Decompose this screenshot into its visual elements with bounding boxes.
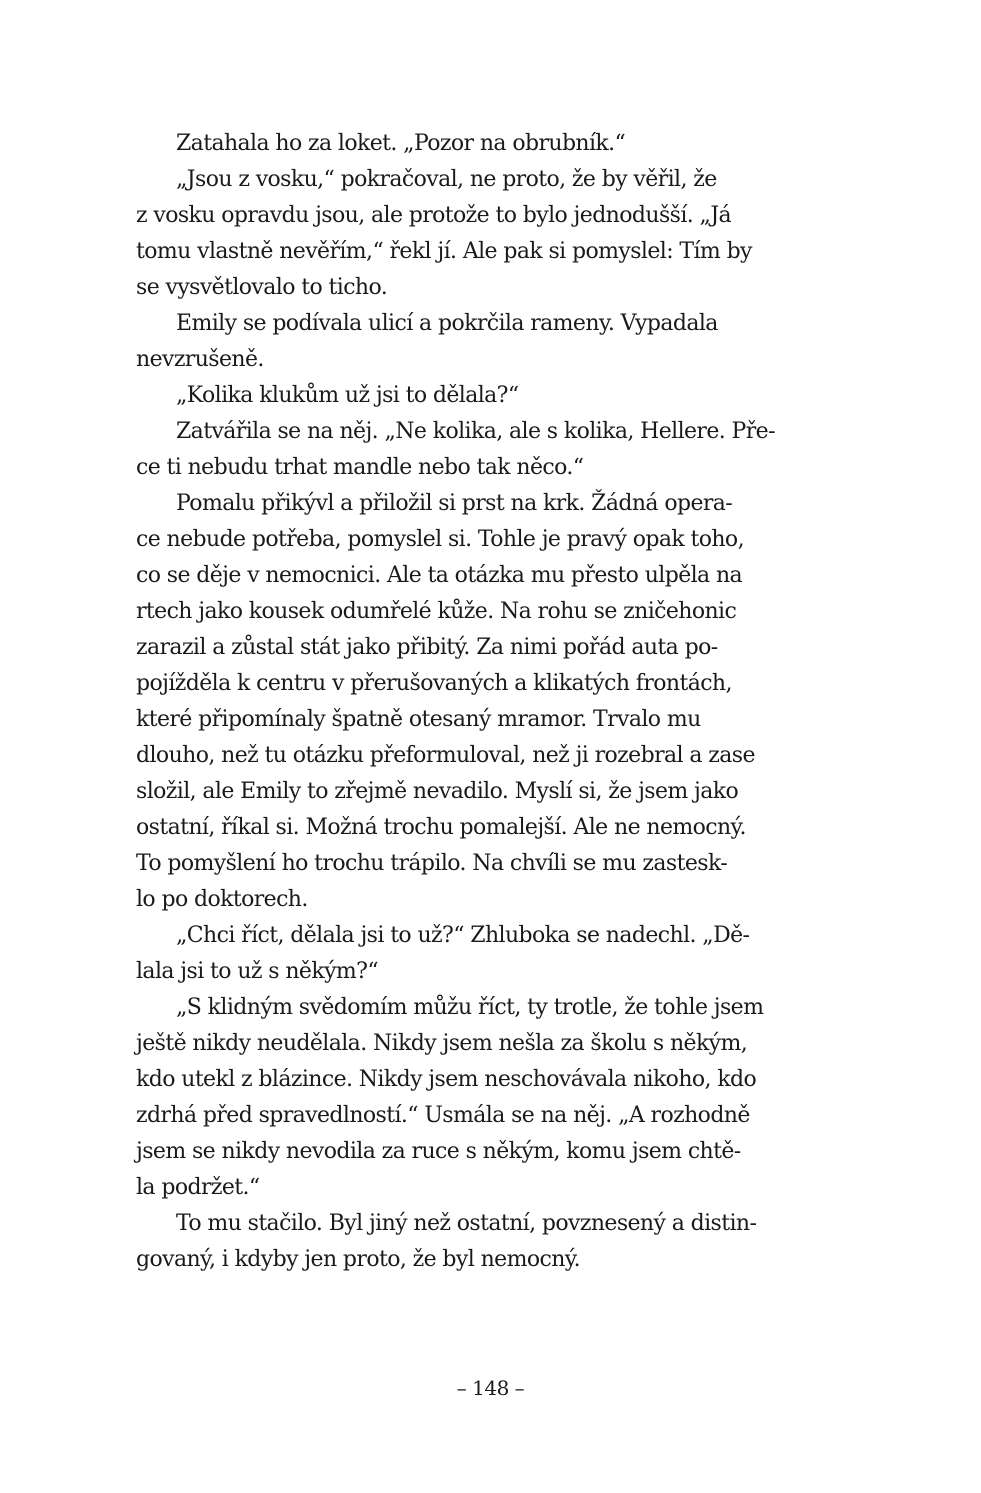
text-line: zarazil a zůstal stát jako přibitý. Za nimi pořád auta po- <box>136 635 718 660</box>
page-number: – 148 – <box>456 1376 525 1400</box>
text-line: To pomyšlení ho trochu trápilo. Na chvíli se mu zastesk- <box>136 851 728 876</box>
text-line: Zatahala ho za loket. „Pozor na obrubník.“ <box>176 131 626 156</box>
text-line: dlouho, než tu otázku přeformuloval, než ji rozebral a zase <box>136 743 755 768</box>
text-line: Pomalu přikývl a přiložil si prst na krk. Žádná opera- <box>176 491 733 516</box>
text-line: lo po doktorech. <box>136 887 308 912</box>
text-line: kdo utekl z blázince. Nikdy jsem neschovávala nikoho, kdo <box>136 1067 757 1092</box>
text-line: pojížděla k centru v přerušovaných a klikatých frontách, <box>136 671 732 696</box>
paragraph <box>136 126 814 162</box>
text-line: ještě nikdy neudělala. Nikdy jsem nešla za školu s někým, <box>136 1031 748 1056</box>
text-line: lala jsi to už s někým?“ <box>136 959 379 984</box>
text-line: govaný, i kdyby jen proto, že byl nemocný. <box>136 1247 581 1272</box>
text-line: které připomínaly špatně otesaný mramor. Trvalo mu <box>136 707 701 732</box>
text-line: „Jsou z vosku,“ pokračoval, ne proto, že by věřil, že <box>176 167 717 192</box>
paragraph <box>136 486 814 918</box>
text-line: „S klidným svědomím můžu říct, ty trotle, že tohle jsem <box>176 995 764 1020</box>
text-line: složil, ale Emily to zřejmě nevadilo. Myslí si, že jsem jako <box>136 779 739 804</box>
text-line: se vysvětlovalo to ticho. <box>136 275 388 300</box>
paragraph <box>136 1206 814 1278</box>
paragraph <box>136 162 814 306</box>
page-body <box>136 126 814 1278</box>
text-line: Emily se podívala ulicí a pokrčila rameny. Vypadala <box>176 311 718 336</box>
text-line: zdrhá před spravedlností.“ Usmála se na něj. „A rozhodně <box>136 1103 750 1128</box>
text-line: ce ti nebudu trhat mandle nebo tak něco.“ <box>136 455 584 480</box>
text-line: rtech jako kousek odumřelé kůže. Na rohu se zničehonic <box>136 599 737 624</box>
text-line: jsem se nikdy nevodila za ruce s někým, komu jsem chtě- <box>136 1139 741 1164</box>
text-line: tomu vlastně nevěřím,“ řekl jí. Ale pak si pomyslel: Tím by <box>136 239 752 264</box>
paragraph <box>136 918 814 990</box>
paragraph <box>136 414 814 486</box>
text-line: co se děje v nemocnici. Ale ta otázka mu přesto ulpěla na <box>136 563 743 588</box>
paragraph <box>136 990 814 1206</box>
text-line: Zatvářila se na něj. „Ne kolika, ale s kolika, Hellere. Pře- <box>176 419 775 444</box>
text-line: nevzrušeně. <box>136 347 264 372</box>
paragraph <box>136 306 814 378</box>
text-line: la podržet.“ <box>136 1175 260 1200</box>
text-line: ce nebude potřeba, pomyslel si. Tohle je pravý opak toho, <box>136 527 744 552</box>
text-line: ostatní, říkal si. Možná trochu pomalejší. Ale ne nemocný. <box>136 815 746 840</box>
text-line: „Chci říct, dělala jsi to už?“ Zhluboka se nadechl. „Dě- <box>176 923 750 948</box>
text-line: z vosku opravdu jsou, ale protože to bylo jednodušší. „Já <box>136 203 732 228</box>
paragraph <box>136 378 814 414</box>
text-line: To mu stačilo. Byl jiný než ostatní, povznesený a distin- <box>176 1211 757 1236</box>
text-line: „Kolika klukům už jsi to dělala?“ <box>176 383 519 408</box>
